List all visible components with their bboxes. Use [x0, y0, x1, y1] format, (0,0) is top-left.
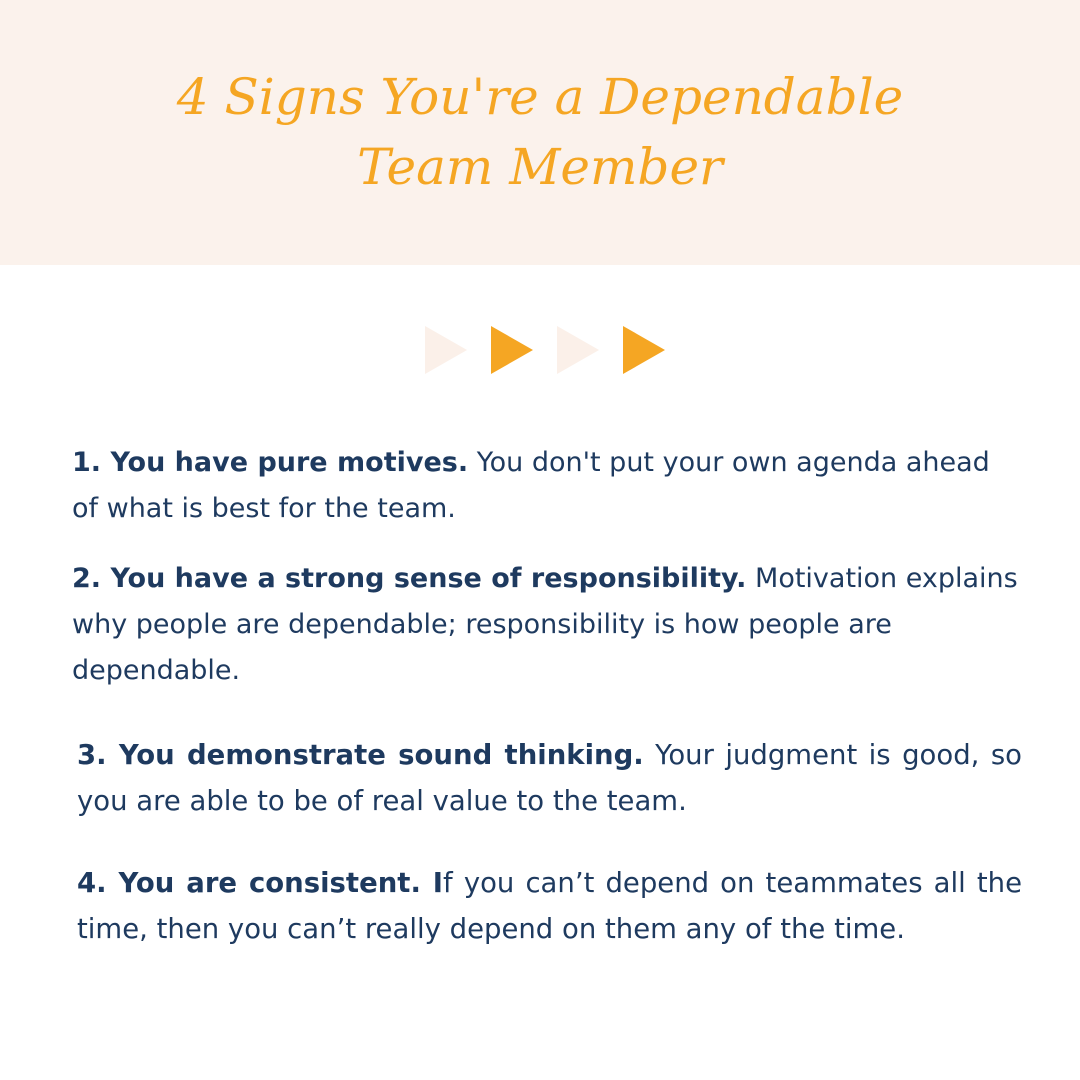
sign-body: f you can’t depend on teammates all the time, then you can’t really depend on them any of the time.	[77, 867, 1022, 945]
sign-body: Your judgment is good, so you are able to be of real value to the team.	[77, 739, 1022, 817]
sign-heading: 2. You have a strong sense of responsibility.	[72, 563, 747, 594]
title-line-1: 4 Signs You're a Dependable	[176, 68, 904, 126]
play-arrow-icon	[425, 326, 467, 374]
sign-heading: 1. You have pure motives.	[72, 447, 469, 478]
sign-item	[77, 732, 1022, 824]
play-arrow-icon	[623, 326, 665, 374]
page-title	[0, 62, 1080, 202]
sign-item	[72, 556, 1022, 694]
arrow-divider	[425, 326, 670, 376]
title-banner	[0, 0, 1080, 265]
sign-body: Motivation explains why people are dependable; responsibility is how people are dependable.	[72, 563, 1018, 686]
play-arrow-icon	[491, 326, 533, 374]
sign-heading: 4. You are consistent. I	[77, 867, 444, 899]
title-line-2: Team Member	[357, 138, 723, 196]
play-arrow-icon	[557, 326, 599, 374]
sign-heading: 3. You demonstrate sound thinking.	[77, 739, 644, 771]
sign-item	[77, 860, 1022, 952]
sign-body: You don't put your own agenda ahead of what is best for the team.	[72, 447, 990, 524]
sign-item	[72, 440, 1022, 532]
